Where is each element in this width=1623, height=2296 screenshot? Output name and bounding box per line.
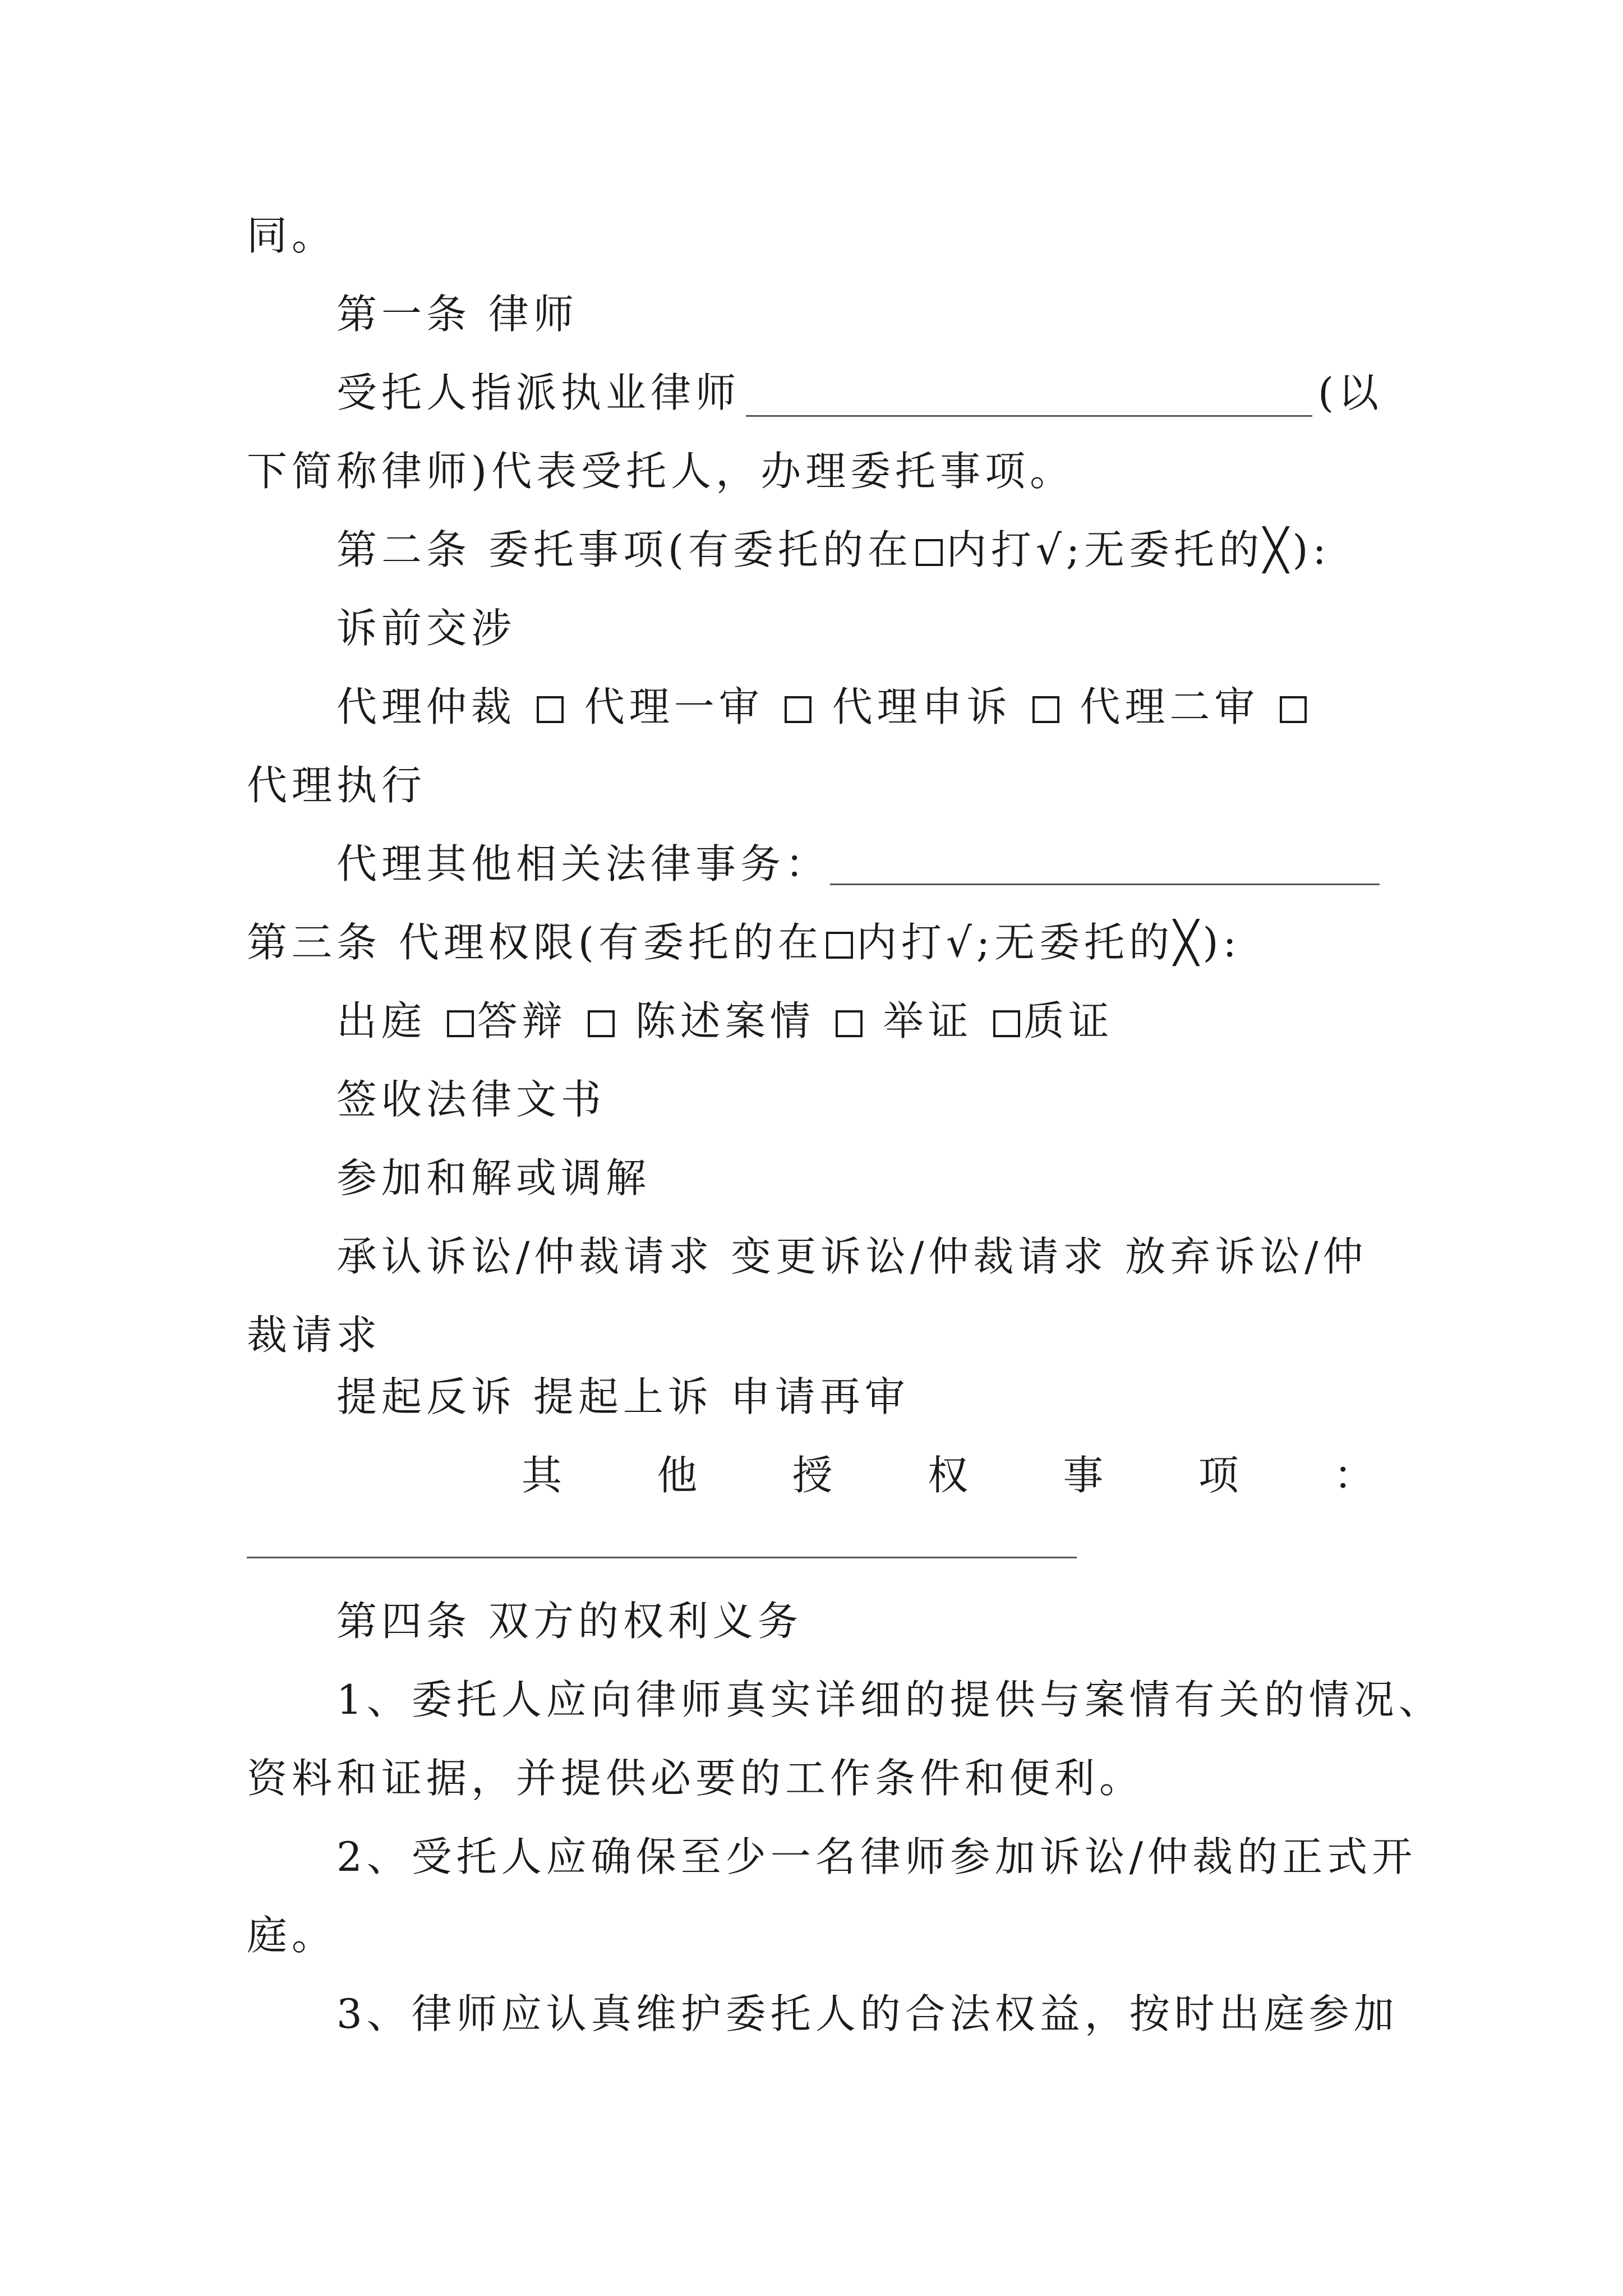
perm-appear-label: 出庭 — [336, 997, 427, 1045]
article-1-text-a — [336, 365, 1458, 421]
item-first-instance-label: 代理一审 — [584, 683, 764, 730]
other-auth-char: 权 — [927, 1452, 968, 1499]
clause-2-line-2: 庭。 — [247, 1912, 337, 1959]
checkbox-arbitration[interactable] — [537, 696, 564, 723]
perm-evidence-label: 举证 — [883, 997, 973, 1045]
lawyer-name-blank[interactable] — [746, 415, 1312, 417]
continued-text: 同。 — [247, 212, 337, 259]
other-matters-blank[interactable] — [830, 884, 1380, 885]
checkbox-icon — [826, 932, 853, 959]
article-1-text-c: 下简称律师)代表受托人，办理委托事项。 — [247, 448, 1075, 495]
perm-sign-docs: 签收法律文书 — [336, 1076, 606, 1123]
article-4-title: 第四条 双方的权利义务 — [336, 1598, 803, 1645]
other-auth-char: ： — [1333, 1452, 1374, 1499]
other-auth-char: 其 — [522, 1452, 562, 1499]
perm-claims-line-2: 裁请求 — [247, 1312, 382, 1359]
item-second-instance-label: 代理二审 — [1080, 683, 1260, 730]
article-3-title-a: 第三条 代理权限(有委托的在 — [247, 919, 823, 966]
other-authorizations-heading — [522, 1447, 1374, 1503]
checkbox-evidence[interactable] — [993, 1010, 1020, 1037]
clause-1-line-1: 1、委托人应向律师真实详细的提供与案情有关的情况、 — [336, 1676, 1444, 1723]
item-arbitration-label: 代理仲裁 — [336, 683, 517, 730]
article-1-title: 第一条 律师 — [336, 291, 578, 338]
other-authorizations-blank[interactable] — [247, 1557, 1077, 1558]
item-appeal-petition-label: 代理申诉 — [832, 683, 1012, 730]
item-pre-negotiation: 诉前交涉 — [336, 605, 517, 652]
article-2-title-b: 内打√;无委托的╳): — [946, 526, 1331, 573]
perm-cross-exam-label: 质证 — [1023, 997, 1114, 1045]
permissions-row — [336, 993, 1458, 1049]
perm-counter: 提起反诉 提起上诉 申请再审 — [336, 1373, 910, 1420]
item-other-label: 代理其他相关法律事务： — [336, 840, 831, 887]
perm-claims-line-1: 承认诉讼/仲裁请求 变更诉讼/仲裁请求 放弃诉讼/仲 — [336, 1233, 1368, 1280]
article-3-title-b: 内打√;无委托的╳): — [856, 919, 1241, 966]
checkbox-state-case[interactable] — [836, 1010, 863, 1037]
other-auth-char: 他 — [657, 1452, 698, 1499]
checkbox-appear[interactable] — [447, 1010, 474, 1037]
agency-items-row — [336, 679, 1458, 735]
checkbox-icon — [916, 539, 943, 566]
checkbox-defend[interactable] — [588, 1010, 615, 1037]
checkbox-appeal-petition[interactable] — [1032, 696, 1059, 723]
clause-2-line-1: 2、受托人应确保至少一名律师参加诉讼/仲裁的正式开 — [336, 1833, 1417, 1880]
article-3-title — [247, 914, 1458, 970]
perm-state-case-label: 陈述案情 — [635, 997, 815, 1045]
clause-1-line-2: 资料和证据，并提供必要的工作条件和便利。 — [247, 1755, 1145, 1802]
lawyer-assign-label: 受托人指派执业律师 — [336, 369, 741, 416]
article-2-title — [336, 522, 1458, 578]
article-2-title-a: 第二条 委托事项(有委托的在 — [336, 526, 912, 573]
checkbox-first-instance[interactable] — [785, 696, 811, 723]
checkbox-second-instance[interactable] — [1280, 696, 1307, 723]
other-auth-char: 项 — [1198, 1452, 1239, 1499]
item-execution: 代理执行 — [247, 762, 427, 809]
other-auth-char: 授 — [792, 1452, 833, 1499]
clause-3-line-1: 3、律师应认真维护委托人的合法权益，按时出庭参加 — [336, 1990, 1399, 2037]
perm-defend-label: 答辩 — [477, 997, 567, 1045]
article-1-text-b: (以 — [1318, 369, 1384, 416]
perm-settlement: 参加和解或调解 — [336, 1154, 651, 1202]
other-auth-char: 事 — [1063, 1452, 1104, 1499]
